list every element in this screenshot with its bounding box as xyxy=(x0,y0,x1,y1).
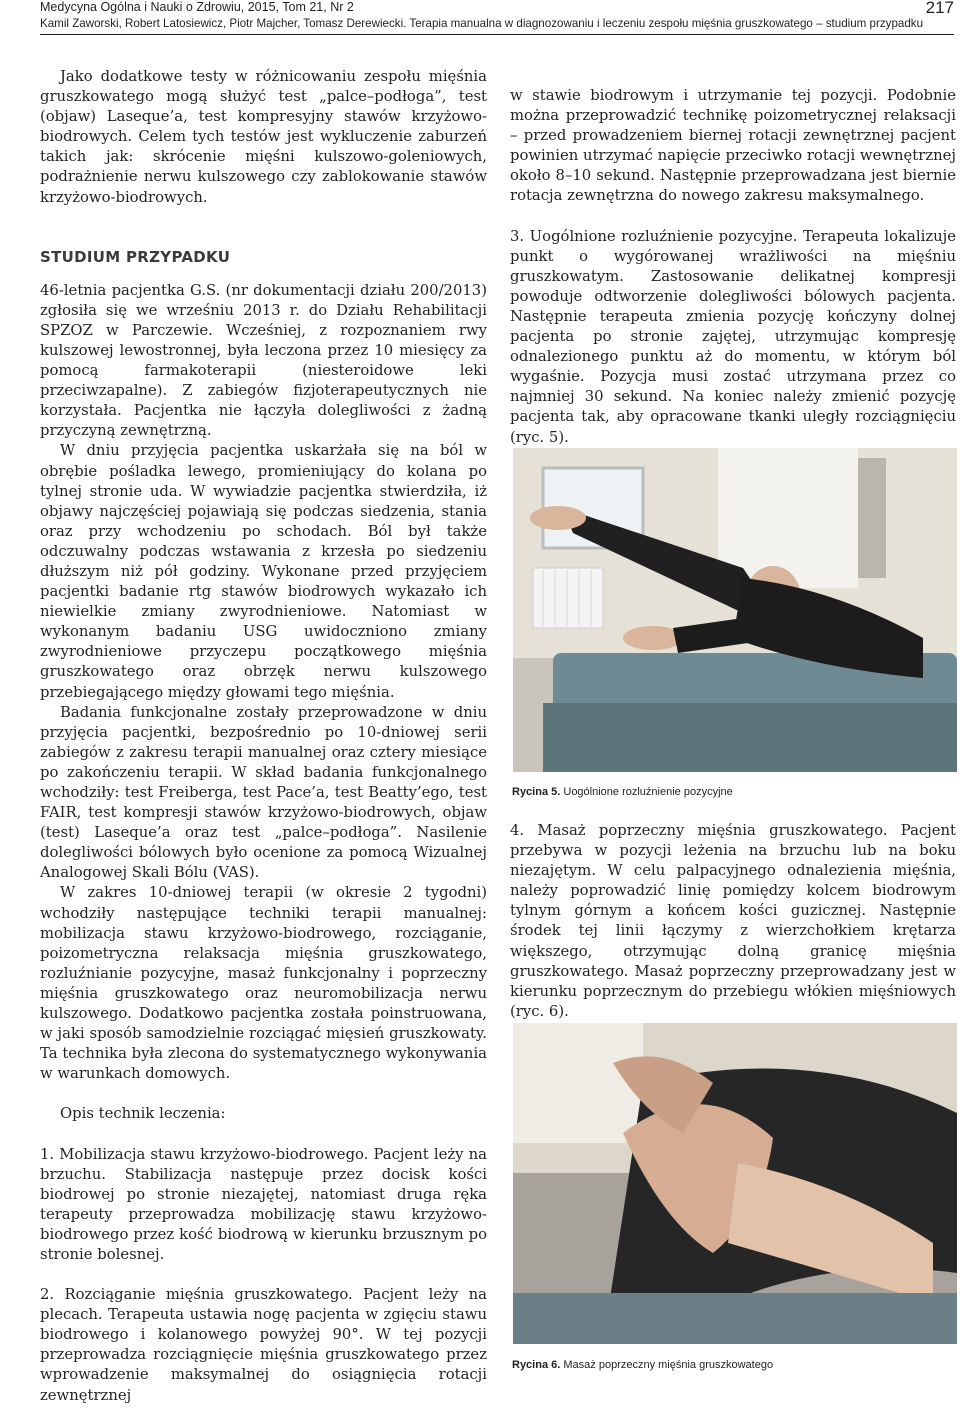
figure-6-caption xyxy=(512,1359,773,1372)
case-paragraph-4: W zakres 10-dniowej terapii (w okresie 2 tygodni) wchodziły następujące techniki terapii manualnej: mobilizacja stawu krzyżowo-biodrowego, rozciąganie, poizometryczna relaksacja mięśnia gruszkowatego, rozluźnianie pozycyjne, masaż funkcjonalny i poprzeczny mięśnia gruszkowatego oraz neuromobilizacja nerwu kulszowego. Dodatkowo pacjentka została poinstruowana, w jaki sposób samodzielnie rozciągać mięsień gruszkowaty. Ta technika była zlecona do systematycznego wykonywania w warunkach domowych. xyxy=(40,884,487,1083)
figure-5-illustration xyxy=(513,448,957,772)
figure-6-illustration xyxy=(513,1023,957,1344)
header-rule xyxy=(40,34,954,35)
left-column xyxy=(40,67,487,1406)
technique-4: 4. Masaż poprzeczny mięśnia gruszkowatego. Pacjent przebywa w pozycji leżenia na brzuchu lub na boku niezajętym. W celu palpacyjnego odnalezienia mięśnia, należy poprowadzić linię pomiędzy kolcem biodrowym tylnym górnym a końcem kości guzicznej. Następnie środek tej linii łączymy z wierzchołkiem krętarza większego, otrzymując dolną granicę mięśnia gruszkowatego. Masaż poprzeczny przeprowadzany jest w kierunku poprzecznym do przebiegu włókien mięśniowych (ryc. 6). xyxy=(510,822,956,1020)
section-heading: STUDIUM PRZYPADKU xyxy=(40,247,231,266)
intro-paragraph: Jako dodatkowe testy w różnicowaniu zespołu mięśnia gruszkowatego mogą służyć test „palce–podłoga”, test (objaw) Laseque’a, test kompresyjny stawów krzyżowo-biodrowych. Celem tych testów jest wykluczenie zaburzeń takich jak: skrócenie mięśni kulszowo-goleniowych, podrażnienie nerwu kulszowego czy zablokowanie stawów krzyżowo-biodrowych. xyxy=(40,68,487,206)
technique-1: 1. Mobilizacja stawu krzyżowo-biodrowego. Pacjent leży na brzuchu. Stabilizacja następuje przez docisk kości biodrowej po stronie niezajętej, natomiast druga ręka terapeuty przeprowadza mobilizację stawu krzyżowo-biodrowego przez kość biodrową w kierunku brzusznym po stronie bolesnej. xyxy=(40,1145,487,1263)
journal-citation: Medycyna Ogólna i Nauki o Zdrowiu, 2015, Tom 21, Nr 2 xyxy=(40,0,354,14)
figure-5-photo xyxy=(513,448,957,772)
figure-5-caption-text: Uogólnione rozluźnienie pozycyjne xyxy=(563,786,733,798)
case-paragraph-3: Badania funkcjonalne zostały przeprowadzone w dniu przyjęcia pacjentki, bezpośrednio po 10-dniowej serii zabiegów z zakresu terapii manualnej oraz cztery miesiące po zakończeniu terapii. W skład badania funkcjonalnego wchodziły: test Freiberga, test Pace’a, test Beatty’ego, test FAIR, test kompresji stawów krzyżowo-biodrowych, objaw (test) Laseque’a oraz test „palce–podłoga”. Nasilenie dolegliwości bólowych było ocenione za pomocą Wizualnej Analogowej Skali Bólu (VAS). xyxy=(40,703,487,882)
technique-3: 3. Uogólnione rozluźnienie pozycyjne. Terapeuta lokalizuje punkt o wygórowanej wrażliwości na mięśniu gruszkowatym. Zastosowanie delikatnej kompresji powoduje odtworzenie dolegliwości bólowych pacjenta. Następnie terapeuta zmienia pozycję kończyny dolnej pacjenta po stronie zajętej, utrzymując kompresję odnalezionego punktu aż do momentu, w którym ból wygaśnie. Pozycja musi zostać utrzymana przez co najmniej 30 sekund. Na koniec należy zmienić pozycję pacjenta tak, aby opracowane tkanki uległy rozciągnięciu (ryc. 5). xyxy=(510,227,956,446)
right-column-top xyxy=(510,86,956,448)
figure-5-caption xyxy=(512,786,733,799)
technique-2: 2. Rozciąganie mięśnia gruszkowatego. Pacjent leży na plecach. Terapeuta ustawia nogę pacjenta w zgięciu stawu biodrowego i kolanowego powyżej 90°. W tej pozycji przeprowadza rozciągnięcie mięśnia gruszkowatego przez wprowadzenie maksymalnej do osiągnięcia rotacji zewnętrznej xyxy=(40,1286,487,1404)
continuation-paragraph: w stawie biodrowym i utrzymanie tej pozycji. Podobnie można przeprowadzić technikę poizometrycznej relaksacji – przed prowadzeniem biernej rotacji zewnętrznej pacjent powinien utrzymać napięcie przeciwko rotacji wewnętrznej około 8–10 sekund. Następnie przeprowadzana jest biernie rotacja zewnętrzna do nowego zakresu maksymalnego. xyxy=(510,87,956,205)
page-number: 217 xyxy=(925,0,954,17)
figure-6-caption-text: Masaż poprzeczny mięśnia gruszkowatego xyxy=(563,1359,774,1371)
techniques-intro: Opis technik leczenia: xyxy=(60,1105,226,1123)
figure-5-label: Rycina 5. xyxy=(512,786,561,798)
figure-6-label: Rycina 6. xyxy=(512,1359,561,1371)
figure-6-photo xyxy=(513,1023,957,1344)
case-paragraph-2: W dniu przyjęcia pacjentka uskarżała się na ból w obrębie pośladka lewego, promieniujący do kolana po tylnej stronie uda. W wywiadzie pacjentka stwierdziła, iż objawy najczęściej pojawiają się podczas siedzenia, stania oraz przy wchodzeniu po schodach. Ból był także odczuwalny podczas wstawania z krzesła po siedzeniu dłuższym niż pół godziny. Wykonane przed przyjęciem pacjentki badanie rtg stawów biodrowych wykazało ich niewielkie zmiany zwyrodnieniowe. Natomiast w wykonanym badaniu USG uwidoczniono zmiany zwyrodnieniowe przyczepu początkowego mięśnia gruszkowatego oraz obrzęk nerwu kulszowego przebiegającego między głowami tego mięśnia. xyxy=(40,442,487,701)
case-paragraph-1: 46-letnia pacjentka G.S. (nr dokumentacji działu 200/2013) zgłosiła się we wrześniu 2013 r. do Działu Rehabilitacji SPZOZ w Parczewie. Wcześniej, z rozpoznaniem rwy kulszowej lewostronnej, była leczona przez 10 miesięcy za pomocą farmakoterapii (niesteroidowe leki przeciwzapalne). Z zabiegów fizjoterapeutycznych nie korzystała. Pacjentka nie łączyła dolegliwości z żadną przyczyną zewnętrzną. xyxy=(40,281,487,440)
right-column-middle xyxy=(510,821,956,1022)
article-authors-title: Kamil Zaworski, Robert Latosiewicz, Piotr Majcher, Tomasz Derewiecki. Terapia manualna w diagnozowaniu i leczeniu zespołu mięśnia gruszkowatego – studium przypadku xyxy=(40,17,924,30)
